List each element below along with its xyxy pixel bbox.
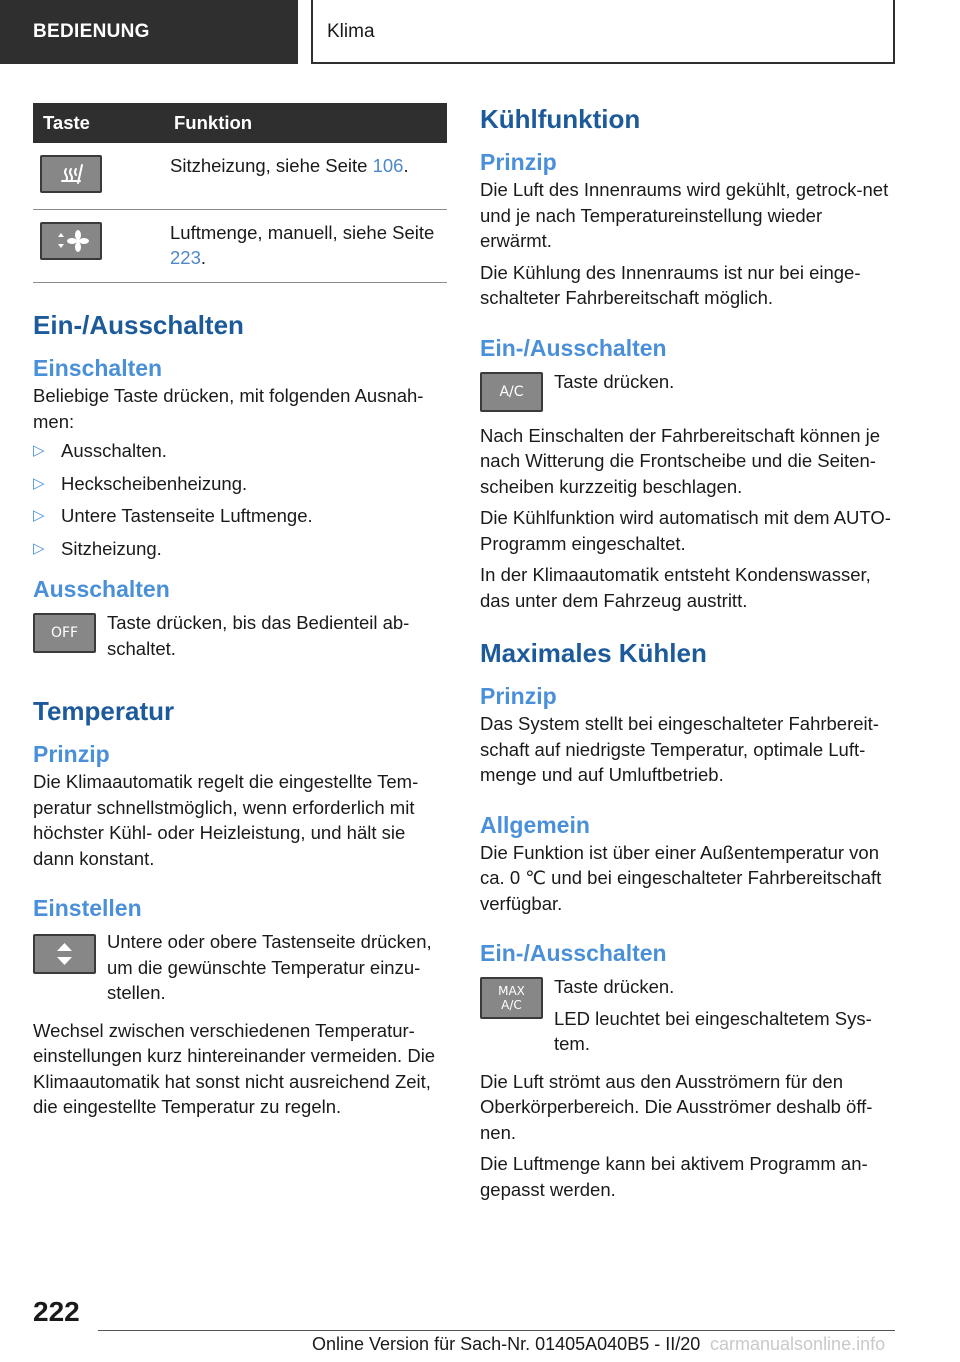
heading-prinzip: Prinzip [480,149,557,175]
heading-kuehlfunktion: Kühlfunktion [480,104,641,134]
page-link-106[interactable]: 106 [372,155,404,176]
paragraph: Die Funktion ist über einer Außentemperatur von ca. 0 ℃ und bei eingeschalteter Fahrbereitschaft verfügbar. [480,841,882,914]
page-link-223[interactable]: 223 [170,247,201,268]
heading-ausschalten: Ausschalten [33,576,170,602]
temperature-button [33,934,96,974]
paragraph: Taste drücken. [554,976,675,997]
paragraph: Die Kühlung des Innenraums ist nur bei einge-schalteter Fahrbereitschaft möglich. [480,261,861,308]
heading-ein-ausschalten: Ein-/Ausschalten [33,310,244,340]
page-header [0,0,960,66]
air-volume-button [40,222,102,260]
list-item: ▷ Sitzheizung. [33,536,447,562]
seat-heating-icon [42,157,100,191]
paragraph: Wechsel zwischen verschiedenen Temperatur-einstellungen kurz hintereinander vermeiden. Die Klimaautomatik hat sonst nicht ausreichend Zeit, die eingestellte Temperatur zu regeln. [33,1019,436,1117]
triangle-bullet-icon: ▷ [33,442,45,459]
footer-version-text: Online Version für Sach-Nr. 01405A040B5 - II/20 [312,1334,701,1354]
off-button: OFF [33,613,96,653]
off-instruction [33,610,447,661]
max-ac-button [480,977,543,1019]
paragraph: Nach Einschalten der Fahrbereitschaft können je nach Witterung die Frontscheibe und die Seiten-scheiben kurzzeitig beschlagen. [480,424,881,497]
paragraph: In der Klimaautomatik entsteht Kondenswasser, das unter dem Fahrzeug austritt. [480,564,871,611]
triangle-bullet-icon: ▷ [33,507,45,524]
paragraph: Beliebige Taste drücken, mit folgenden Ausnah-men: [33,385,424,432]
triangle-bullet-icon: ▷ [33,539,45,557]
heading-einstellen: Einstellen [33,895,142,921]
table-row [33,210,447,283]
fan-icon [42,224,100,258]
left-column [33,103,447,1120]
heading-maximales-kuehlen: Maximales Kühlen [480,638,707,668]
list-item: ▷ Ausschalten. [33,438,447,464]
table-row [33,143,447,210]
page-number: 222 [33,1296,80,1327]
paragraph: Taste drücken. [554,370,675,392]
table-cell-function: Sitzheizung, siehe Seite 106. [170,143,447,210]
paragraph: Die Luftmenge kann bei aktivem Programm an-gepasst werden. [480,1153,868,1200]
table-cell-function: Luftmenge, manuell, siehe Seite 223. [170,210,447,283]
triangle-bullet-icon: ▷ [33,474,45,492]
seat-heating-button [40,155,102,193]
list-item: ▷ Heckscheibenheizung. [33,471,447,497]
paragraph: Das System stellt bei eingeschalteter Fahrbereit-schaft auf niedrigste Temperatur, optimale Luft-menge und auf Umluftbetrieb. [480,713,879,785]
paragraph: Die Kühlfunktion wird automatisch mit dem AUTO-Programm eingeschaltet. [480,507,891,554]
heading-einschalten: Einschalten [33,355,163,381]
ac-instruction [480,369,895,417]
right-column [480,103,895,1202]
footer-divider [98,1330,895,1331]
up-down-arrows-icon [35,936,94,972]
chapter-label: Klima [311,0,895,64]
max-ac-instruction [480,974,895,1057]
watermark: carmanualsonline.info [710,1334,886,1354]
exception-list [33,438,447,561]
paragraph: LED leuchtet bei eingeschaltetem Sys-tem. [554,1007,872,1054]
paragraph: Taste drücken, bis das Bedienteil ab-schaltet. [107,612,410,659]
heading-ein-ausschalten: Ein-/Ausschalten [480,940,667,966]
heading-temperatur: Temperatur [33,696,175,726]
temperature-instruction [33,929,447,1006]
heading-ein-ausschalten: Ein-/Ausschalten [480,334,667,361]
ac-label: A/C [501,998,522,1012]
heading-prinzip: Prinzip [33,741,110,767]
paragraph: Die Luft strömt aus den Ausströmern für den Oberkörperbereich. Die Ausströmer deshalb öff-nen. [480,1070,873,1143]
paragraph: Untere oder obere Tastenseite drücken, um die gewünschte Temperatur einzu-stellen. [107,931,432,1003]
ac-button: A/C [480,372,543,412]
section-label: BEDIENUNG [0,0,298,64]
list-item: ▷ Untere Tastenseite Luftmenge. [33,503,447,529]
max-label: MAX [498,984,525,998]
key-function-table [33,103,447,283]
heading-allgemein: Allgemein [480,811,590,838]
paragraph: Die Luft des Innenraums wird gekühlt, getrock-net und je nach Temperatureinstellung wieder erwärmt. [480,179,889,251]
table-header-key: Taste [33,103,170,143]
heading-prinzip: Prinzip [480,683,557,709]
paragraph: Die Klimaautomatik regelt die eingestellte Tem-peratur schnellstmöglich, wenn erforderlich mit höchster Kühl- oder Heizleistung, und hält sie dann konstant. [33,771,419,869]
table-header-function: Funktion [170,103,447,143]
